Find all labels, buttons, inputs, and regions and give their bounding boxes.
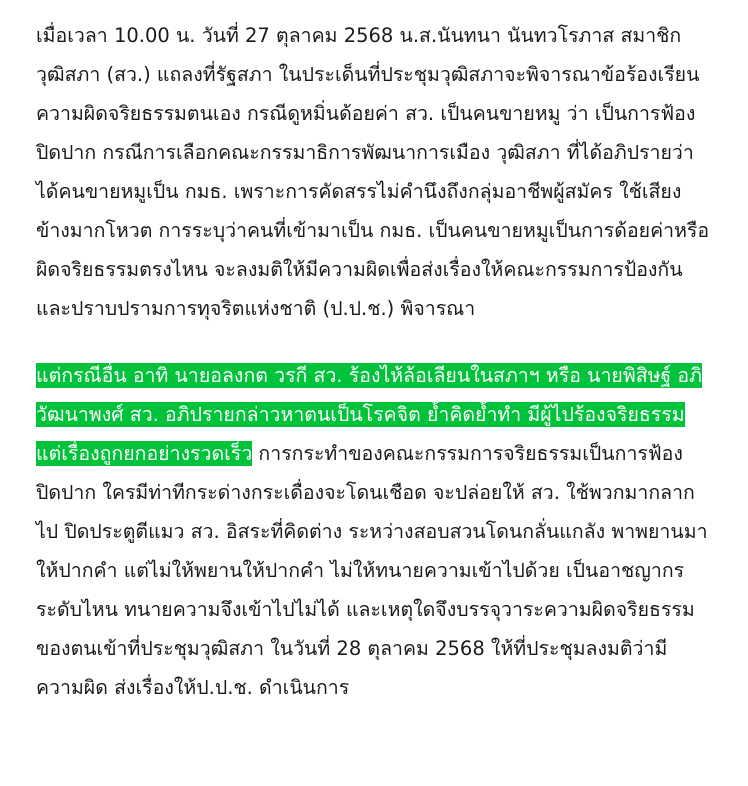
text-run-plain: เมื่อเวลา 10.00 น. วันที่ 27 ตุลาคม 2568 น.ส.นันทนา นันทวโรภาส สมาชิกวุฒิสภา (สว.) แถลงที่รัฐสภา ในประเด็นที่ประชุมวุฒิสภาจะพิจารณาข้อร้องเรียนความผิดจริยธรรมตนเอง กรณีดูหมิ่นด้อยค่า สว. เป็นคนขายหมู ว่า เป็นการฟ้องปิดปาก กรณีการเลือกคณะกรรมาธิการพัฒนาการเมือง วุฒิสภา ที่ได้อภิปรายว่า ได้คนขายหมูเป็น กมธ. เพราะการคัดสรรไม่คำนึงถึงกลุ่มอาชีพผู้สมัคร ใช้เสียงข้างมากโหวต การระบุว่าคนที่เข้ามาเป็น กมธ. เป็นคนขายหมูเป็นการด้อยค่าหรือผิดจริยธรรมตรงไหน จะลงมติให้มีความผิดเพื่อส่งเรื่องให้คณะกรรมการป้องกันและปราบปรามการทุจริตแห่งชาติ (ป.ป.ช.) พิจารณา (36, 24, 710, 320)
paragraph-2 (36, 356, 712, 707)
highlighted-text-run: แต่กรณีอื่น อาทิ นายอลงกต วรกี สว. ร้องไห้ล้อเลียนในสภาฯ หรือ นายพิสิษฐ์ อภิวัฒนาพงศ์ สว. อภิปรายกล่าวหาตนเป็นโรคจิต ย้ำคิดย้ำทำ มีผู้ไปร้องจริยธรรม แต่เรื่องถูกยกอย่างรวดเร็ว (36, 364, 702, 465)
text-run-plain: การกระทำของคณะกรรมการจริยธรรมเป็นการฟ้องปิดปาก ใครมีท่าทีกระด่างกระเดื่องจะโดนเชือด จะปล่อยให้ สว. ใช้พวกมากลากไป ปิดประตูตีแมว สว. อิสระที่คิดต่าง ระหว่างสอบสวนโดนกลั่นแกลัง พาพยานมาให้ปากคำ แต่ไม่ให้พยานให้ปากคำ ไม่ให้ทนายความเข้าไปด้วย เป็นอาชญากรระดับไหน ทนายความจึงเข้าไปไม่ได้ และเหตุใดจึงบรรจุวาระความผิดจริยธรรมของตนเข้าที่ประชุมวุฒิสภา ในวันที่ 28 ตุลาคม 2568 ให้ที่ประชุมลงมติว่ามีความผิด ส่งเรื่องให้ป.ป.ช. ดำเนินการ (36, 442, 708, 699)
article-body (36, 16, 712, 707)
paragraph-1 (36, 16, 712, 328)
